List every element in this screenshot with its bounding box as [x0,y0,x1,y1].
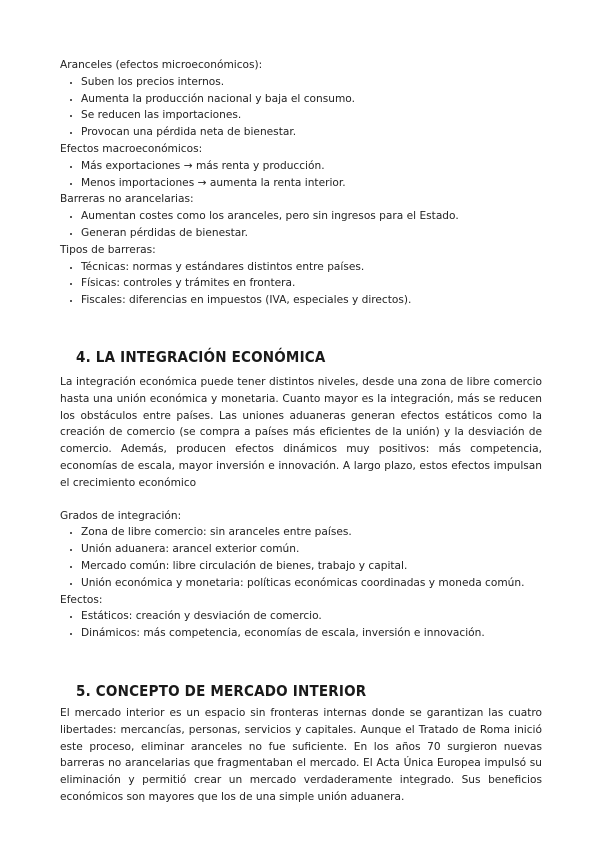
macro-list [60,158,542,192]
tipos-title: Tipos de barreras: [60,243,156,256]
list-item: • Mercado común: libre circulación de bienes, trabajo y capital. [81,558,542,575]
integration-section [60,374,542,642]
list-item: • Aumenta la producción nacional y baja el consumo. [81,91,542,108]
macro-title: Efectos macroeconómicos: [60,142,203,155]
list-item: • Suben los precios internos. [81,74,542,91]
list-item: • Unión aduanera: arancel exterior común. [81,541,542,558]
tipos-list [60,259,542,309]
list-item: • Menos importaciones → aumenta la renta interior. [81,175,542,192]
section-heading-4: 4. LA INTEGRACIÓN ECONÓMICA [76,348,326,366]
top-content [60,57,542,309]
list-item: • Se reducen las importaciones. [81,107,542,124]
mercado-interior-section [60,705,542,806]
list-item: • Zona de libre comercio: sin aranceles entre países. [81,524,542,541]
list-item: • Aumentan costes como los aranceles, pero sin ingresos para el Estado. [81,208,542,225]
grados-list [60,524,542,591]
list-item: • Dinámicos: más competencia, economías de escala, inversión e innovación. [81,625,542,642]
list-item: • Más exportaciones → más renta y producción. [81,158,542,175]
grados-title: Grados de integración: [60,509,182,522]
efectos-list [60,608,542,642]
list-item: • Estáticos: creación y desviación de comercio. [81,608,542,625]
list-item: • Físicas: controles y trámites en frontera. [81,275,542,292]
aranceles-title: Aranceles (efectos microeconómicos): [60,59,263,71]
list-item: • Provocan una pérdida neta de bienestar. [81,124,542,141]
efectos-title: Efectos: [60,593,103,606]
barreras-title: Barreras no arancelarias: [60,193,194,206]
mercado-interior-paragraph: El mercado interior es un espacio sin fronteras internas donde se garantizan las cuatro libertades: mercancías, personas, servicios y capitales. Aunque el Tratado de Roma inició este proceso, eliminar aranceles no fue suficiente. En los años 70 surgieron nuevas barreras no arancelarias que fragmentaban el mercado. El Acta Única Europea impulsó su eliminación y permitió crear un mercado verdaderamente integrado. Sus beneficios económicos son mayores que los de una simple unión aduanera. [60,707,542,803]
section-heading-5: 5. CONCEPTO DE MERCADO INTERIOR [76,682,367,700]
integration-paragraph: La integración económica puede tener distintos niveles, desde una zona de libre comercio hasta una unión económica y monetaria. Cuanto mayor es la integración, más se reducen los obstáculos entre países. Las uniones aduaneras generan efectos estáticos como la creación de comercio (se compra a países más eficientes de la unión) y la desviación de comercio. Además, producen efectos dinámicos muy positivos: más competencia, economías de escala, mayor inversión e innovación. A largo plazo, estos efectos impulsan el crecimiento económico [60,376,542,489]
list-item: • Técnicas: normas y estándares distintos entre países. [81,259,542,276]
barreras-list [60,208,542,242]
list-item: • Fiscales: diferencias en impuestos (IVA, especiales y directos). [81,292,542,309]
aranceles-list [60,74,542,141]
list-item: • Unión económica y monetaria: políticas económicas coordinadas y moneda común. [81,575,542,592]
list-item: • Generan pérdidas de bienestar. [81,225,542,242]
